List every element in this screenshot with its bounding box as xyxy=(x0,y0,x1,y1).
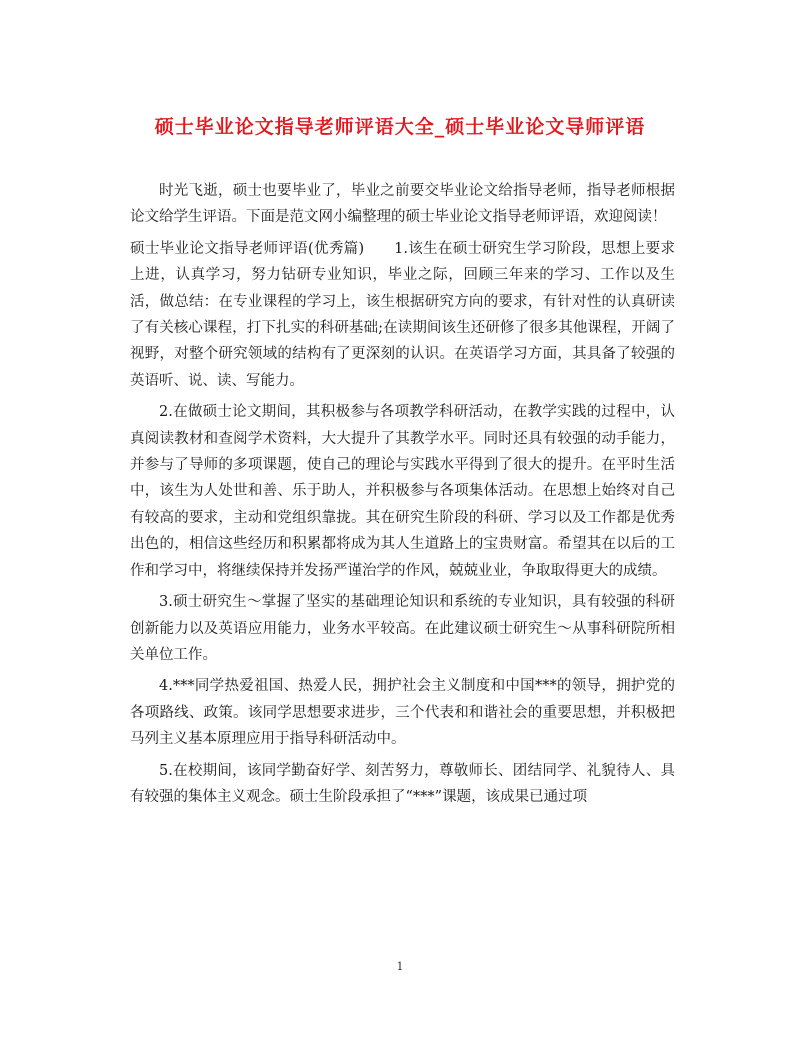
section-heading-paragraph: 硕士毕业论文指导老师评语(优秀篇) 1.该生在硕士研究生学习阶段，思想上要求上进，认真学习，努力钻研专业知识，毕业之际，回顾三年来的学习、工作以及生活，做总结：在专业课程的学习上，该生根据研究方向的要求，有针对性的认真研读了有关核心课程，打下扎实的科研基础;在读期间该生还研修了很多其他课程，开阔了视野，对整个研究领域的结构有了更深刻的认识。在英语学习方面，其具备了较强的英语听、说、读、写能力。 xyxy=(130,240,675,389)
paragraph-3: 3.硕士研究生～掌握了坚实的基础理论知识和系统的专业知识，具有较强的科研创新能力以及英语应用能力，业务水平较高。在此建议硕士研究生～从事科研院所相关单位工作。 xyxy=(130,594,675,663)
page-number: 1 xyxy=(396,960,404,973)
paragraph-2: 2.在做硕士论文期间，其积极参与各项教学科研活动，在教学实践的过程中，认真阅读教材和查阅学术资料，大大提升了其教学水平。同时还具有较强的动手能力，并参与了导师的多项课题，使自己的理论与实践水平得到了很大的提升。在平时生活中，该生为人处世和善、乐于助人，并积极参与各项集体活动。在思想上始终对自己有较高的要求，主动和党组织靠拢。其在研究生阶段的科研、学习以及工作都是优秀出色的，相信这些经历和积累都将成为其人生道路上的宝贵财富。希望其在以后的工作和学习中，将继续保持并发扬严谨治学的作风，兢兢业业，争取取得更大的成绩。 xyxy=(130,404,675,579)
paragraph-4: 4.***同学热爱祖国、热爱人民，拥护社会主义制度和中国***的领导，拥护党的各项路线、政策。该同学思想要求进步，三个代表和和谐社会的重要思想，并积极把马列主义基本原理应用于指导科研活动中。 xyxy=(130,678,675,748)
document-body xyxy=(130,178,675,815)
document-title: 硕士毕业论文指导老师评语大全_硕士毕业论文导师评语 xyxy=(154,116,646,138)
intro-paragraph: 时光飞逝，硕士也要毕业了，毕业之前要交毕业论文给指导老师，指导老师根据论文给学生评语。下面是范文网小编整理的硕士毕业论文指导老师评语，欢迎阅读！ xyxy=(130,183,675,226)
paragraph-5: 5.在校期间，该同学勤奋好学、刻苦努力，尊敬师长、团结同学、礼貌待人、具有较强的集体主义观念。硕士生阶段承担了“***”课题，该成果已通过项 xyxy=(130,762,675,805)
